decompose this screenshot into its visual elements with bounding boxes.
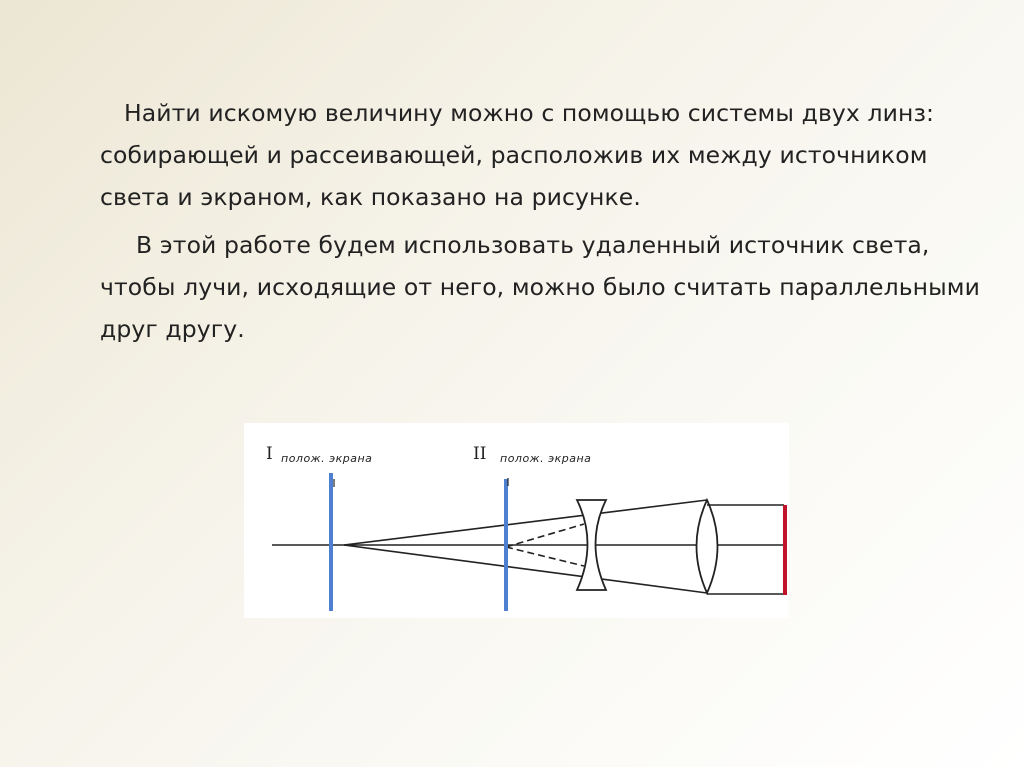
ray-upper bbox=[344, 500, 707, 545]
optics-diagram bbox=[244, 423, 789, 618]
paragraph-method: Найти искомую величину можно с помощью системы двух линз: собирающей и рассеивающей, расположив их между источником света и экраном, как показано на рисунке. bbox=[100, 99, 935, 211]
paragraph-source: В этой работе будем использовать удаленный источник света, чтобы лучи, исходящие от него, можно было считать параллельными друг другу. bbox=[100, 231, 980, 343]
optics-diagram-svg bbox=[244, 423, 789, 618]
label-position-1-text: полож. экрана bbox=[281, 452, 373, 465]
label-position-2-text: полож. экрана bbox=[500, 452, 592, 465]
slide-body bbox=[100, 92, 980, 350]
label-position-1-numeral: I bbox=[266, 444, 273, 464]
converging-lens bbox=[697, 500, 718, 593]
virtual-ray-lower bbox=[506, 547, 584, 566]
label-position-2-numeral: II bbox=[473, 444, 487, 464]
ray-lower bbox=[344, 545, 707, 593]
virtual-ray-upper bbox=[506, 524, 584, 547]
